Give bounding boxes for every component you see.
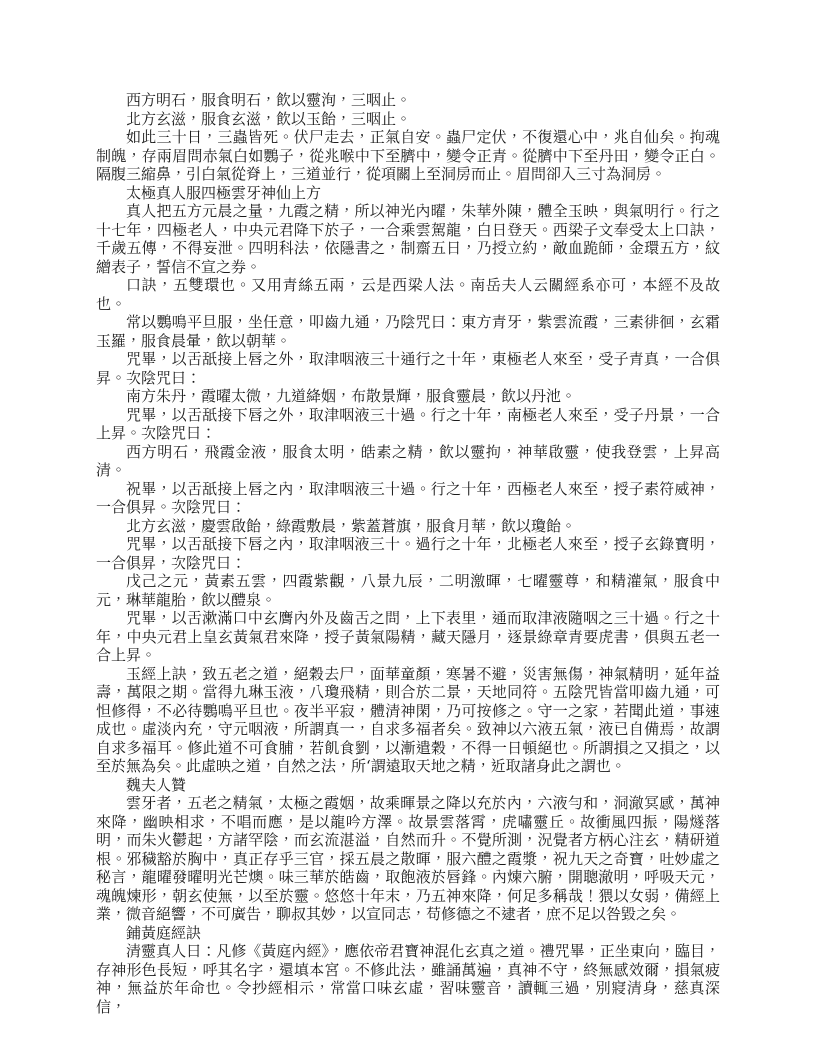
paragraph: 西方明石，服食明石，飲以靈洵，三咽止。	[126, 91, 412, 109]
paragraph: 常以鸚鳴平旦服，坐任意，叩齒九通，乃陰咒曰：東方青牙，紫雲流霞，三素徘徊，玄霜玉羅，服食晨暈，飲以朝華。	[96, 313, 720, 350]
paragraph: 戊己之元，黃素五雲，四霞紫觀，八景九辰，二明激暉，七曜靈尊，和精灌氣，服食中元，琳華龍胎，飲以醴泉。	[96, 572, 720, 609]
paragraph: 西方明石，飛霞金液，服食太明，皓素之精，飲以靈拘，神華啟靈，使我登雲，上昇高清。	[96, 442, 720, 479]
paragraph: 北方玄滋，服食玄滋，飲以玉飴，三咽止。	[126, 109, 412, 128]
paragraph: 南方朱丹，霞曜太微，九道絳姻，布散景輝，服食靈晨，飲以丹池。	[126, 387, 577, 405]
section-heading: 魏夫人贊	[126, 775, 187, 794]
document-body	[96, 91, 720, 1016]
paragraph: 雲牙者，五老之精氣，太極之霞姻，故乘暉景之降以充於內，六液勻和，洞澈冥感，萬神來降，幽映相求，不唱而應，是以龍吟方澤。故景雲落霄，虎嘯靈丘。故衝風四振，陽燧落明，而朱火鬱起，方諸罕陰，而玄流湛溢，自然而升。不覺所測，況覺者方柄心注玄，精研道根。邪穢豁於胸中，真正存乎三官，採五晨之散暉，服六醴之霞漿，祝九天之奇寶，吐妙虛之秘言，龍曜發曜明光芒燠。味三華於皓齒，取飽液於唇鋒。內煉六腑，開聰澈明，呼吸天元，魂魄煉形，朝玄使無，以至於靈。悠悠十年末，乃五神來降，何足多稱哉！猥以女弱，備經上業，微音絕響，不可廣告，聊叔其妙，以宣同志，苟修德之不逮者，庶不足以咎毀之矣。	[96, 794, 720, 923]
paragraph: 祝畢，以舌舐接上唇之內，取津咽液三十過。行之十年，西極老人來至，授子素符威神，一合俱昇。次陰咒曰：	[96, 479, 720, 516]
paragraph: 北方玄滋，慶雲啟飴，綠霞敷晨，紫蓋蒼旗，服食月華，飲以瓊飴。	[126, 516, 577, 535]
paragraph: 玉經上訣，致五老之道，絕穀去尸，面華童顏，寒暑不避，災害無傷，神氣精明，延年益壽，萬限之期。當得九琳玉液，八瓊飛精，則合於二景，天地同符。五陰咒皆當叩齒九通，可怛修得，不必待鸚鳴平旦也。夜半平寂，體清神閑，乃可按修之。守一之家，若聞此道，事速成也。虛淡內充，守元咽液，所謂真一，自求多福者矣。致神以六液五氣，液已自備焉，故謂自求多福耳。修此道不可食脯，若飢食劉，以漸遣穀，不得一日頓絕也。所謂損之又損之，以至於無為矣。此虛映之道，自然之法，所‘謂遠取天地之精，近取諸身此之謂也。	[96, 664, 720, 775]
paragraph: 咒畢，以舌舐接上唇之外，取津咽液三十通行之十年，東極老人來至，受子青真，一合俱昇。次陰咒曰：	[96, 350, 720, 387]
paragraph: 口訣，五雙環也。又用青絲五兩，云是西梁人法。南岳夫人云關經系亦可，本經不及故也。	[96, 276, 720, 313]
section-heading: 太極真人服四極雲牙神仙上方	[126, 183, 322, 202]
paragraph: 如此三十日，三蟲皆死。伏尸走去，正氣自安。蟲尸定伏，不復還心中，兆自仙矣。拘魂制魄，存兩眉問赤氣白如鸚子，從兆喉中下至臍中，變令正青。從臍中下至丹田，變令正白。隔腹三縮鼻，引白氣從脊上，三道並行，從項關上至洞房而止。眉問卻入三寸為洞房。	[96, 128, 720, 183]
paragraph: 真人把五方元晨之量，九霞之精，所以神光內曜，朱華外陳，體全玉映，與氣明行。行之十七年，四極老人，中央元君降下於子，一合乘雲駕龍，白日登天。西梁子文奉受太上口訣，千歲五傳，不得妄泄。四明科法，依隱書之，制齋五日，乃授立約，敵血跪師，金環五方，紋繒表子，誓信不宣之券。	[96, 202, 720, 276]
paragraph: 咒畢，以舌舐接下唇之內，取津咽液三十。過行之十年，北極老人來至，授子玄錄寶明，一合俱昇，次陰咒曰：	[96, 535, 720, 572]
paragraph: 咒畢，以舌漱滿口中玄膺內外及齒舌之問，上下表里，通而取津液隨咽之三十過。行之十年，中央元君上皇玄黃氣君來降，授子黃氣陽精，藏天隱月，逐景綠章青要虎書，俱與五老一合上昇。	[96, 609, 720, 664]
paragraph: 咒畢，以舌舐接下唇之外，取津咽液三十過。行之十年，南極老人來至，受子丹景，一合上昇。次陰咒曰：	[96, 405, 720, 442]
paragraph: 清靈真人曰：凡修《黃庭內經》，應依帝君寶神混化玄真之道。禮咒畢，正坐東向，臨目，存神形色長短，呼其名字，還填本宮。不修此法，雖誦萬遍，真神不守，終無感效爾，損氣疲神，無益於年命也。令抄經相示，常當口味玄虛，習味靈音，讀輒三過，別寢清身，慈真深信，	[96, 942, 720, 1016]
section-heading: 鋪黃庭經訣	[126, 923, 202, 942]
